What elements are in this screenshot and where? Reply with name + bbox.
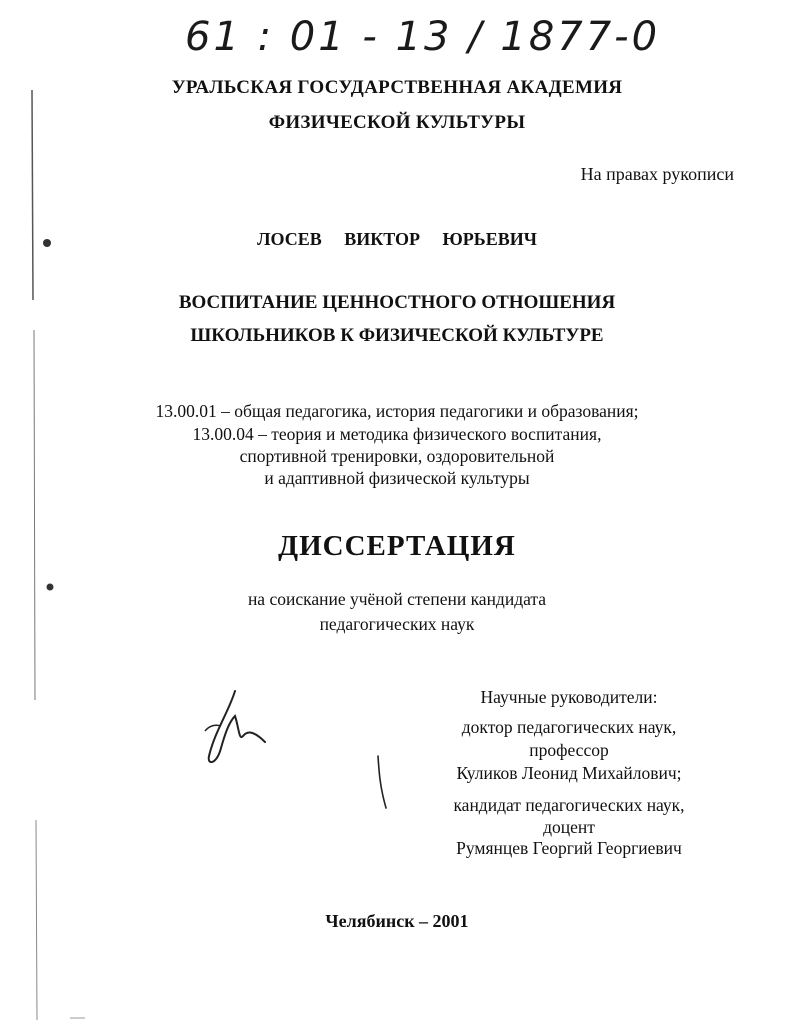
registry-number-handwritten: 61 : 01 - 13 / 1877-0 (185, 14, 661, 60)
degree-line1: на соискание учёной степени кандидата (247, 589, 547, 609)
advisor-1-name: Куликов Леонид Михайлович; (456, 763, 682, 783)
advisors-heading: Научные руководители: (480, 687, 658, 707)
specialty-line: и адаптивной физической культуры (264, 468, 530, 488)
advisor-1-title: доктор педагогических наук, (461, 717, 677, 737)
institution-name-line2: ФИЗИЧЕСКОЙ КУЛЬТУРЫ (268, 112, 526, 133)
dissertation-title-line2: ШКОЛЬНИКОВ К ФИЗИЧЕСКОЙ КУЛЬТУРЕ (190, 325, 604, 346)
rights-note: На правах рукописи (580, 164, 734, 184)
specialty-line: спортивной тренировки, оздоровительной (239, 446, 555, 466)
advisor-2-name: Румянцев Георгий Георгиевич (456, 838, 682, 858)
advisor-2-rank: доцент (543, 817, 595, 837)
advisor-1-rank: профессор (529, 740, 609, 760)
document-type: ДИССЕРТАЦИЯ (278, 530, 516, 562)
place-and-year: Челябинск – 2001 (325, 911, 469, 931)
degree-line2: педагогических наук (319, 614, 475, 634)
handwritten-tick-mark (372, 752, 392, 812)
author-name: ЛОСЕВ ВИКТОР ЮРЬЕВИЧ (257, 229, 537, 249)
specialty-line: 13.00.01 – общая педагогика, история педагогики и образования; (155, 401, 639, 421)
handwritten-signature (195, 686, 275, 771)
dissertation-title-line1: ВОСПИТАНИЕ ЦЕННОСТНОГО ОТНОШЕНИЯ (178, 292, 616, 313)
institution-name-line1: УРАЛЬСКАЯ ГОСУДАРСТВЕННАЯ АКАДЕМИЯ (171, 77, 623, 98)
advisor-2-title: кандидат педагогических наук, (453, 795, 685, 815)
specialty-line: 13.00.04 – теория и методика физического воспитания, (192, 424, 602, 444)
